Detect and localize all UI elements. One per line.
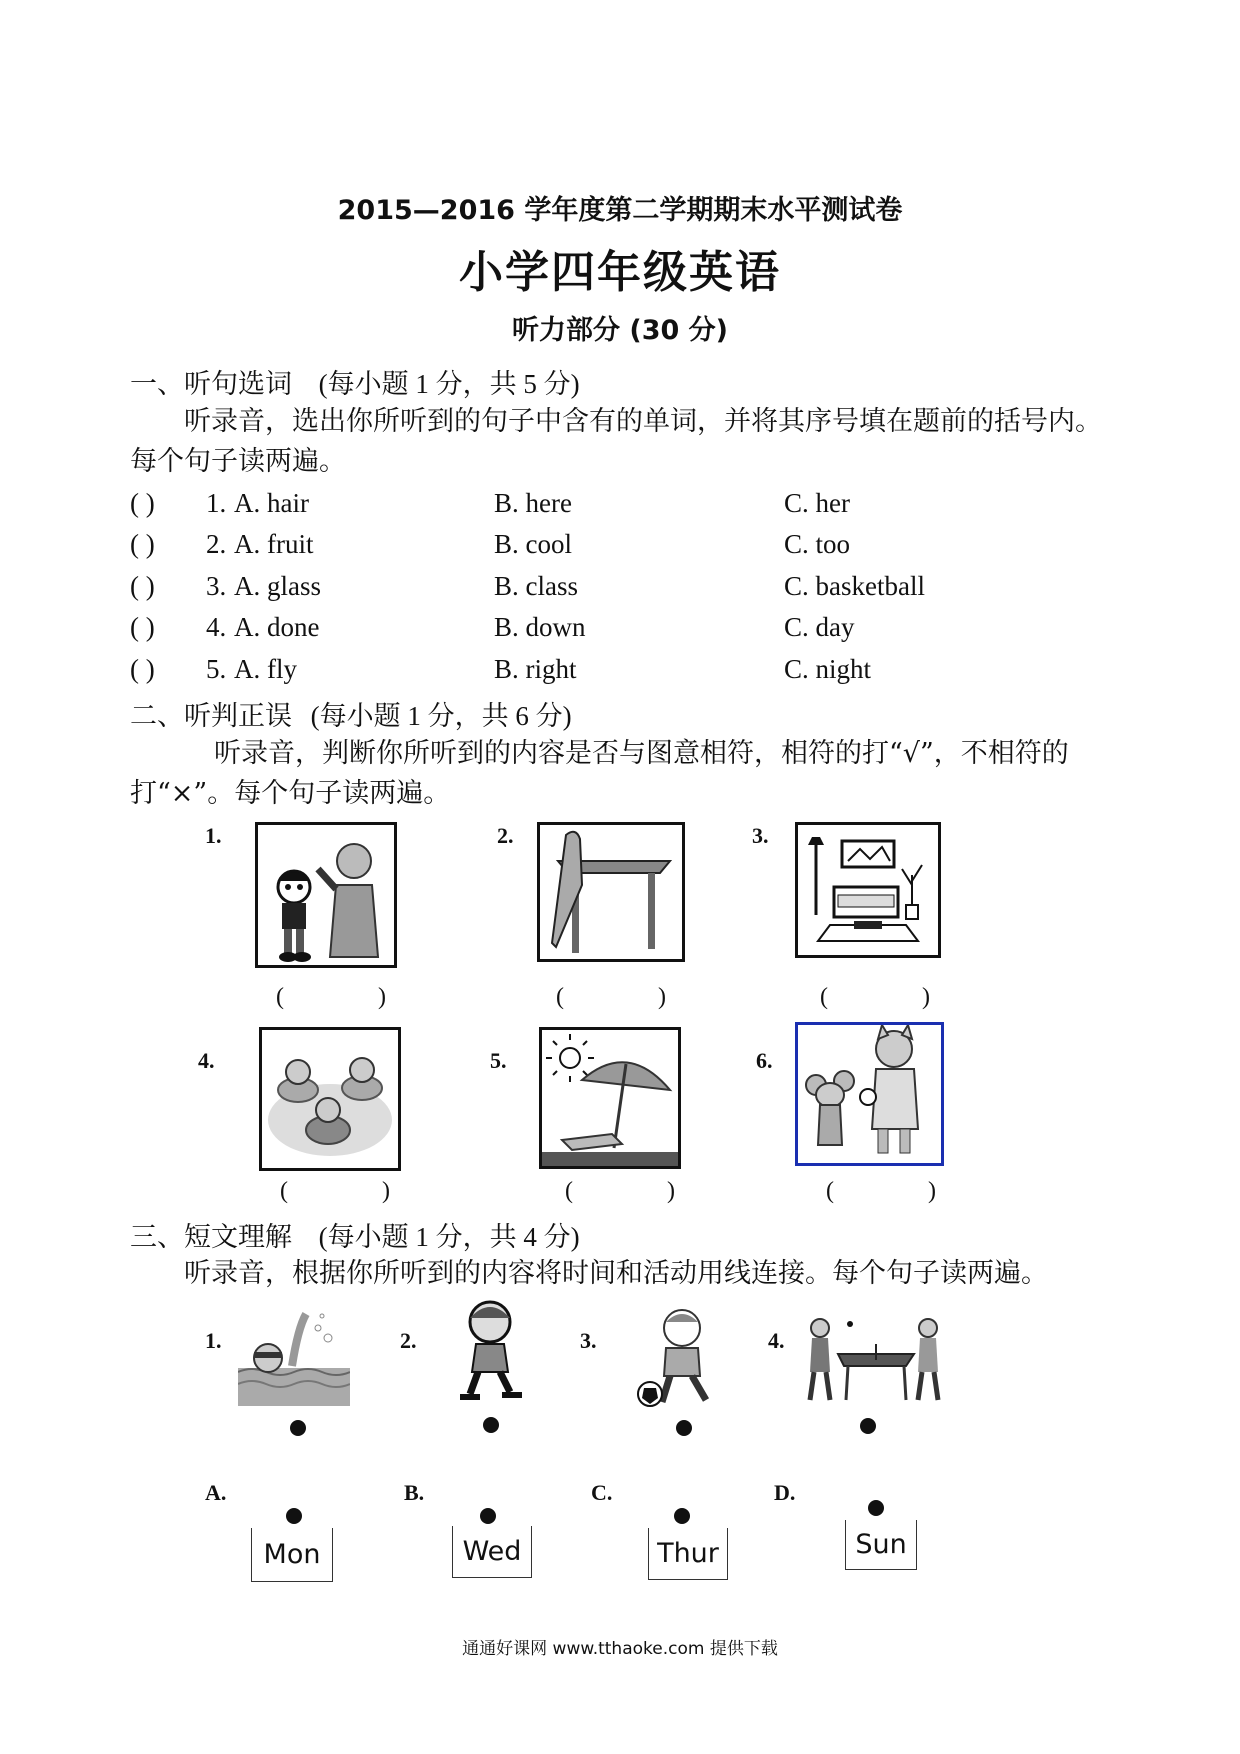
option-b: B. right xyxy=(494,654,577,684)
picture-number: 3. xyxy=(752,823,769,848)
option-b: B. class xyxy=(494,571,578,601)
day-letter: A. xyxy=(205,1480,227,1505)
section1-header xyxy=(130,362,580,401)
activity-number: 4. xyxy=(768,1328,785,1353)
day-letter: C. xyxy=(591,1480,613,1505)
children-swimming-rings-picture xyxy=(259,1027,401,1171)
question-row xyxy=(130,529,1130,569)
option-a: A. done xyxy=(234,612,320,642)
match-dot[interactable] xyxy=(860,1418,876,1434)
activity-number: 3. xyxy=(580,1328,597,1353)
option-a: A. fly xyxy=(234,654,297,684)
mouse-and-cat-picture xyxy=(795,1022,944,1166)
ping-pong-icon xyxy=(802,1314,952,1404)
section1-instruction: 听录音，选出你所听到的句子中含有的单词，并将其序号填在题前的括号内。每个句子读两遍。 xyxy=(130,406,1102,477)
question-number: 5. xyxy=(206,654,227,684)
answer-blank[interactable]: ( ) xyxy=(130,529,155,559)
skating-icon xyxy=(452,1298,530,1404)
option-b: B. here xyxy=(494,488,572,518)
day-label: Wed xyxy=(452,1526,532,1578)
day-letter: B. xyxy=(404,1480,425,1505)
umbrella-and-table-picture xyxy=(537,822,685,962)
answer-parens[interactable]: ( ) xyxy=(276,984,386,1010)
match-dot[interactable] xyxy=(483,1417,499,1433)
answer-parens[interactable]: ( ) xyxy=(280,1178,390,1204)
option-a: A. fruit xyxy=(234,529,314,559)
section2-heading: 二、听判正误 xyxy=(130,701,292,732)
picture-number: 5. xyxy=(490,1048,507,1073)
answer-parens[interactable]: ( ) xyxy=(556,984,666,1010)
option-b: B. cool xyxy=(494,529,572,559)
question-number: 3. xyxy=(206,571,227,601)
option-c: C. day xyxy=(784,612,855,642)
footer-source: 通通好课网 www.tthaoke.com 提供下载 xyxy=(462,1639,778,1659)
answer-parens[interactable]: ( ) xyxy=(820,984,930,1010)
day-label: Mon xyxy=(251,1528,333,1582)
question-row xyxy=(130,571,1130,611)
match-dot[interactable] xyxy=(480,1508,496,1524)
day-letter: D. xyxy=(774,1480,796,1505)
football-icon xyxy=(636,1304,724,1408)
option-c: C. too xyxy=(784,529,851,559)
section2-score-note: (每小题 1 分，共 6 分) xyxy=(310,701,572,731)
section2-header xyxy=(130,694,572,733)
match-dot[interactable] xyxy=(290,1420,306,1436)
activity-number: 1. xyxy=(205,1328,222,1353)
section3-instruction: 听录音，根据你所听到的内容将时间和活动用线连接。每个句子读两遍。 xyxy=(184,1258,1048,1289)
picture-number: 1. xyxy=(205,823,222,848)
section1-score-note: (每小题 1 分，共 5 分) xyxy=(318,369,580,399)
answer-parens[interactable]: ( ) xyxy=(565,1178,675,1204)
option-c: C. night xyxy=(784,654,872,684)
activity-number: 2. xyxy=(400,1328,417,1353)
section3-score-note: (每小题 1 分，共 4 分) xyxy=(318,1222,580,1252)
answer-blank[interactable]: ( ) xyxy=(130,654,155,684)
swimming-icon xyxy=(238,1308,350,1406)
section2-instruction: 听录音，判断你所听到的内容是否与图意相符，相符的打“√”，不相符的打“×”。每个句子读两遍。 xyxy=(130,738,1069,809)
question-row xyxy=(130,654,1130,694)
section3-header xyxy=(130,1215,580,1254)
question-number: 4. xyxy=(206,612,227,642)
match-dot[interactable] xyxy=(676,1420,692,1436)
answer-blank[interactable]: ( ) xyxy=(130,488,155,518)
picture-number: 4. xyxy=(198,1048,215,1073)
answer-blank[interactable]: ( ) xyxy=(130,571,155,601)
part-title: 听力部分 (30 分) xyxy=(511,315,729,346)
subject-title: 小学四年级英语 xyxy=(459,247,781,298)
boy-and-woman-picture xyxy=(255,822,397,968)
option-b: B. down xyxy=(494,612,586,642)
option-c: C. her xyxy=(784,488,850,518)
section1-heading: 一、听句选词 xyxy=(130,369,292,400)
option-a: A. glass xyxy=(234,571,321,601)
day-label: Sun xyxy=(845,1520,917,1570)
question-number: 1. xyxy=(206,488,227,518)
day-label: Thur xyxy=(648,1528,728,1580)
option-a: A. hair xyxy=(234,488,309,518)
picture-number: 2. xyxy=(497,823,514,848)
answer-blank[interactable]: ( ) xyxy=(130,612,155,642)
living-room-picture xyxy=(795,822,941,958)
beach-umbrella-picture xyxy=(539,1027,681,1169)
question-number: 2. xyxy=(206,529,227,559)
exam-title: 2015—2016 学年度第二学期期末水平测试卷 xyxy=(337,195,903,226)
match-dot[interactable] xyxy=(868,1500,884,1516)
question-row xyxy=(130,612,1130,652)
answer-parens[interactable]: ( ) xyxy=(826,1178,936,1204)
picture-number: 6. xyxy=(756,1048,773,1073)
match-dot[interactable] xyxy=(674,1508,690,1524)
question-row xyxy=(130,488,1130,528)
match-dot[interactable] xyxy=(286,1508,302,1524)
option-c: C. basketball xyxy=(784,571,925,601)
section3-heading: 三、短文理解 xyxy=(130,1222,292,1253)
